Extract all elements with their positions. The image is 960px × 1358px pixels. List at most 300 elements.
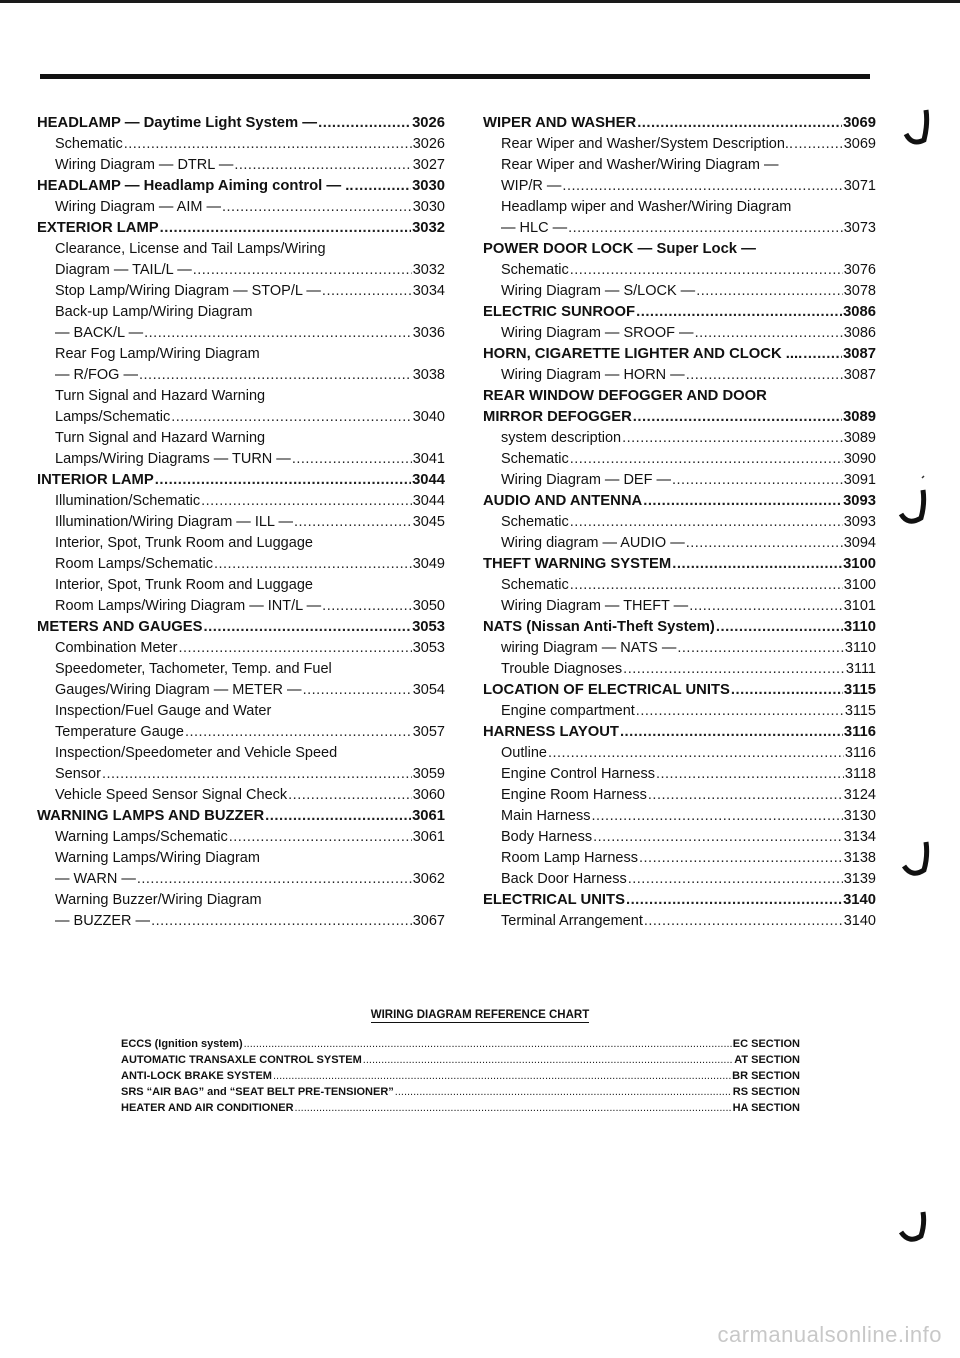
toc-page-number: 3093 <box>843 493 876 509</box>
toc-entry-title: LOCATION OF ELECTRICAL UNITS <box>483 682 730 698</box>
toc-section-heading <box>483 344 876 365</box>
toc-entry-title: Rear Wiper and Washer/System Description.. <box>501 136 793 152</box>
dot-leader <box>794 134 843 155</box>
toc-entry-title: Back Door Harness <box>501 871 627 887</box>
toc-section-heading <box>483 386 876 407</box>
reference-chart-title-text: WIRING DIAGRAM REFERENCE CHART <box>370 1009 590 1021</box>
dot-leader <box>570 260 843 281</box>
toc-page-number: 3124 <box>843 787 876 803</box>
toc-entry-title: Wiring Diagram — DEF — <box>501 472 671 488</box>
toc-entry-title: Wiring Diagram — THEFT — <box>501 598 689 614</box>
toc-section-heading <box>483 617 876 638</box>
toc-entry <box>37 722 445 743</box>
dot-leader <box>570 575 843 596</box>
binding-hook-icon <box>902 104 932 154</box>
dot-leader <box>102 764 412 785</box>
toc-entry <box>37 575 445 596</box>
toc-page-number: 3087 <box>843 346 876 362</box>
toc-entry <box>483 218 876 239</box>
toc-entry-title: — WARN — <box>55 871 136 887</box>
toc-entry <box>37 428 445 449</box>
toc-entry-title: REAR WINDOW DEFOGGER AND DOOR <box>483 388 767 404</box>
toc-entry <box>37 596 445 617</box>
toc-page-number: 3089 <box>843 409 876 425</box>
toc-entry-title: Inspection/Speedometer and Vehicle Speed <box>55 745 338 761</box>
toc-entry <box>483 806 876 827</box>
toc-entry <box>37 533 445 554</box>
toc-entry <box>37 281 445 302</box>
toc-entry <box>37 260 445 281</box>
toc-entry <box>37 344 445 365</box>
toc-entry-title: HORN, CIGARETTE LIGHTER AND CLOCK .... <box>483 346 803 362</box>
dot-leader <box>636 701 844 722</box>
binding-hook-icon <box>899 1208 929 1248</box>
toc-entry-title: Schematic <box>501 262 569 278</box>
toc-entry-title: Room Lamps/Wiring Diagram — INT/L — <box>55 598 322 614</box>
toc-entry <box>483 764 876 785</box>
toc-entry-title: Room Lamp Harness <box>501 850 638 866</box>
toc-page-number: 3091 <box>843 472 876 488</box>
reference-section-name: EC SECTION <box>732 1038 800 1050</box>
toc-entry <box>483 470 876 491</box>
toc-entry-title: Wiring Diagram — SROOF — <box>501 325 694 341</box>
dot-leader <box>672 470 843 491</box>
toc-page-number: 3030 <box>412 178 445 194</box>
toc-entry-title: Combination Meter <box>55 640 178 656</box>
toc-entry <box>37 890 445 911</box>
toc-entry-title: Outline <box>501 745 547 761</box>
watermark: carmanualsonline.info <box>717 1322 942 1347</box>
toc-entry <box>483 197 876 218</box>
toc-page-number: 3071 <box>843 178 876 194</box>
reference-section-name: RS SECTION <box>732 1086 800 1098</box>
toc-entry-title: METERS AND GAUGES <box>37 619 203 635</box>
toc-page-number: 3118 <box>844 766 876 782</box>
toc-page-number: 3101 <box>843 598 876 614</box>
toc-page-number: 3026 <box>412 115 445 131</box>
toc-page-number: 3030 <box>412 199 445 215</box>
toc-page-number: 3032 <box>412 220 445 236</box>
toc-page-number: 3026 <box>412 136 445 152</box>
toc-entry <box>483 323 876 344</box>
toc-entry <box>37 155 445 176</box>
toc-entry-title: Schematic <box>501 577 569 593</box>
toc-page-number: 3038 <box>412 367 445 383</box>
toc-section-heading <box>483 113 876 134</box>
toc-page-number: 3041 <box>412 451 445 467</box>
toc-entry-title: Schematic <box>501 514 569 530</box>
dot-leader <box>124 134 412 155</box>
dot-leader <box>633 407 842 428</box>
toc-entry-title: Inspection/Fuel Gauge and Water <box>55 703 272 719</box>
toc-entry <box>483 596 876 617</box>
toc-section-heading <box>483 554 876 575</box>
toc-entry-title: THEFT WARNING SYSTEM <box>483 556 672 572</box>
toc-page-number: 3115 <box>844 703 876 719</box>
dot-leader <box>672 554 842 575</box>
reference-chart-row <box>121 1052 800 1068</box>
toc-right-column <box>483 113 876 932</box>
toc-page-number: 3069 <box>843 115 876 131</box>
dot-leader <box>636 302 842 323</box>
toc-entry <box>483 260 876 281</box>
toc-entry <box>483 848 876 869</box>
toc-entry-title: POWER DOOR LOCK — Super Lock — <box>483 241 756 257</box>
toc-page-number: 3059 <box>412 766 445 782</box>
toc-entry-title: Back-up Lamp/Wiring Diagram <box>55 304 253 320</box>
toc-entry-title: — BUZZER — <box>55 913 151 929</box>
toc-entry-title: — R/FOG — <box>55 367 138 383</box>
toc-entry-title: Illumination/Wiring Diagram — ILL — <box>55 514 293 530</box>
dot-leader <box>395 1084 732 1100</box>
toc-entry <box>37 365 445 386</box>
dot-leader <box>144 323 412 344</box>
toc-entry-title: — BACK/L — <box>55 325 144 341</box>
toc-entry-title: Lamps/Wiring Diagrams — TURN — <box>55 451 291 467</box>
toc-page-number: 3069 <box>843 136 876 152</box>
toc-page-number: 3130 <box>843 808 876 824</box>
toc-entry-title: AUDIO AND ANTENNA <box>483 493 643 509</box>
toc-page-number: 3086 <box>843 304 876 320</box>
toc-entry-title: WIPER AND WASHER <box>483 115 637 131</box>
dot-leader <box>222 197 412 218</box>
toc-entry <box>483 575 876 596</box>
dot-leader <box>570 449 843 470</box>
reference-chart-row <box>121 1100 800 1116</box>
dot-leader <box>322 596 412 617</box>
toc-page-number: 3094 <box>843 535 876 551</box>
toc-entry-title: ELECTRICAL UNITS <box>483 892 625 908</box>
dot-leader <box>160 218 411 239</box>
toc-page-number: 3067 <box>412 913 445 929</box>
toc-entry <box>483 911 876 932</box>
dot-leader <box>137 869 412 890</box>
toc-page-number: 3100 <box>843 577 876 593</box>
dot-leader <box>620 722 843 743</box>
toc-entry-title: Turn Signal and Hazard Warning <box>55 430 266 446</box>
dot-leader <box>570 512 843 533</box>
toc-entry <box>483 365 876 386</box>
toc-entry <box>37 449 445 470</box>
toc-entry <box>483 176 876 197</box>
toc-entry <box>483 785 876 806</box>
toc-entry <box>483 449 876 470</box>
reference-system-name: ANTI-LOCK BRAKE SYSTEM <box>121 1070 272 1082</box>
toc-entry-title: Gauges/Wiring Diagram — METER — <box>55 682 302 698</box>
toc-page-number: 3093 <box>843 514 876 530</box>
reference-section-name: BR SECTION <box>732 1070 800 1082</box>
toc-page-number: 3087 <box>843 367 876 383</box>
toc-page-number: 3116 <box>844 745 876 761</box>
toc-entry-title: Warning Buzzer/Wiring Diagram <box>55 892 262 908</box>
toc-entry-title: Body Harness <box>501 829 593 845</box>
dot-leader <box>696 281 843 302</box>
dot-leader <box>686 365 843 386</box>
dot-leader <box>244 1036 732 1052</box>
reference-chart-row <box>121 1036 800 1052</box>
toc-entry-title: Clearance, License and Tail Lamps/Wiring <box>55 241 326 257</box>
toc-entry <box>37 701 445 722</box>
toc-entry-title: wiring Diagram — NATS — <box>501 640 677 656</box>
toc-page-number: 3053 <box>412 619 445 635</box>
toc-page-number: 3027 <box>412 157 445 173</box>
toc-entry <box>483 134 876 155</box>
toc-page-number: 3061 <box>412 829 445 845</box>
toc-entry-title: Rear Fog Lamp/Wiring Diagram <box>55 346 260 362</box>
toc-entry-title: Temperature Gauge <box>55 724 184 740</box>
toc-entry <box>37 869 445 890</box>
toc-page-number: 3053 <box>412 640 445 656</box>
header-rule <box>40 74 870 79</box>
toc-section-heading <box>37 470 445 491</box>
dot-leader <box>689 596 843 617</box>
toc-entry <box>37 911 445 932</box>
dot-leader <box>265 806 411 827</box>
toc-page-number: 3134 <box>843 829 876 845</box>
toc-page-number: 3034 <box>412 283 445 299</box>
toc-entry-title: Stop Lamp/Wiring Diagram — STOP/L — <box>55 283 321 299</box>
reference-system-name: AUTOMATIC TRANSAXLE CONTROL SYSTEM <box>121 1054 362 1066</box>
toc-entry <box>37 491 445 512</box>
toc-entry-title: Main Harness <box>501 808 591 824</box>
toc-entry <box>483 827 876 848</box>
toc-page-number: 3054 <box>412 682 445 698</box>
toc-page-number: 3140 <box>843 892 876 908</box>
toc-entry-title: Room Lamps/Schematic <box>55 556 213 572</box>
toc-entry <box>37 323 445 344</box>
toc-entry <box>37 680 445 701</box>
toc-entry <box>37 743 445 764</box>
toc-entry-title: Speedometer, Tachometer, Temp. and Fuel <box>55 661 332 677</box>
toc-entry <box>37 659 445 680</box>
reference-section-name: AT SECTION <box>734 1054 800 1066</box>
toc-page-number: 3110 <box>843 619 876 635</box>
toc-entry-title: Engine compartment <box>501 703 635 719</box>
toc-entry-title: Wiring Diagram — AIM — <box>55 199 221 215</box>
toc-left-column <box>37 113 445 932</box>
dot-leader <box>288 785 412 806</box>
toc-section-heading <box>483 302 876 323</box>
dot-leader <box>273 1068 731 1084</box>
top-edge-line <box>0 0 960 3</box>
toc-page-number: 3032 <box>412 262 445 278</box>
toc-entry-title: Turn Signal and Hazard Warning <box>55 388 266 404</box>
dot-leader <box>626 890 842 911</box>
dot-leader <box>303 680 412 701</box>
toc-page-number: 3139 <box>843 871 876 887</box>
toc-page-number: 3049 <box>412 556 445 572</box>
toc-section-heading <box>37 113 445 134</box>
toc-entry <box>37 554 445 575</box>
reference-section-name: HA SECTION <box>732 1102 800 1114</box>
toc-entry-title: Schematic <box>501 451 569 467</box>
dot-leader <box>591 806 842 827</box>
toc-section-heading <box>37 617 445 638</box>
toc-entry-title: Engine Room Harness <box>501 787 647 803</box>
dot-leader <box>355 176 412 197</box>
toc-entry <box>37 407 445 428</box>
toc-entry-title: Wiring Diagram — HORN — <box>501 367 685 383</box>
toc-entry <box>37 302 445 323</box>
reference-system-name: ECCS (Ignition system) <box>121 1038 243 1050</box>
toc-entry-title: Diagram — TAIL/L — <box>55 262 192 278</box>
dot-leader <box>548 743 844 764</box>
dot-leader <box>214 554 412 575</box>
reference-system-name: HEATER AND AIR CONDITIONER <box>121 1102 294 1114</box>
toc-entry <box>483 512 876 533</box>
toc-entry <box>37 848 445 869</box>
toc-page-number: 3116 <box>843 724 876 740</box>
reference-system-name: SRS “AIR BAG” and “SEAT BELT PRE-TENSIONER” <box>121 1086 394 1098</box>
toc-section-heading <box>37 218 445 239</box>
toc-section-heading <box>483 890 876 911</box>
dot-leader <box>193 260 412 281</box>
toc-page-number: 3062 <box>412 871 445 887</box>
toc-entry-title: NATS (Nissan Anti-Theft System) <box>483 619 715 635</box>
toc-entry <box>37 827 445 848</box>
toc-page-number: 3061 <box>412 808 445 824</box>
toc-entry-title: WIP/R — <box>501 178 562 194</box>
toc-entry-title: Sensor <box>55 766 101 782</box>
toc-entry-title: WARNING LAMPS AND BUZZER <box>37 808 265 824</box>
toc-entry <box>37 197 445 218</box>
dot-leader <box>628 869 843 890</box>
toc-entry <box>483 659 876 680</box>
toc-page-number: 3090 <box>843 451 876 467</box>
toc-page-number: 3100 <box>843 556 876 572</box>
dot-leader <box>677 638 843 659</box>
toc-entry <box>483 701 876 722</box>
toc-entry-title: Wiring Diagram — DTRL — <box>55 157 234 173</box>
toc-section-heading <box>37 176 445 197</box>
dot-leader <box>716 617 843 638</box>
toc-page-number: 3089 <box>843 430 876 446</box>
dot-leader <box>731 680 843 701</box>
toc-entry-title: Warning Lamps/Wiring Diagram <box>55 850 260 866</box>
toc-entry-title: Vehicle Speed Sensor Signal Check <box>55 787 288 803</box>
dot-leader <box>686 533 843 554</box>
toc-entry-title: Wiring Diagram — S/LOCK — <box>501 283 696 299</box>
toc-page-number: 3086 <box>843 325 876 341</box>
reference-chart-row <box>121 1084 800 1100</box>
dot-leader <box>295 1100 732 1116</box>
toc-entry-title: system description <box>501 430 622 446</box>
toc-entry <box>483 428 876 449</box>
binding-hook-icon <box>898 474 928 532</box>
dot-leader <box>204 617 412 638</box>
binding-hook-icon <box>902 832 932 882</box>
toc-entry-title: EXTERIOR LAMP <box>37 220 159 236</box>
dot-leader <box>363 1052 733 1068</box>
toc-page-number: 3060 <box>412 787 445 803</box>
toc-page-number: 3110 <box>844 640 876 656</box>
toc-entry-title: HEADLAMP — Headlamp Aiming control — .. <box>37 178 354 194</box>
dot-leader <box>562 176 842 197</box>
toc-page-number: 3057 <box>412 724 445 740</box>
dot-leader <box>644 911 843 932</box>
reference-chart <box>121 1036 800 1116</box>
dot-leader <box>185 722 412 743</box>
toc-section-heading <box>483 680 876 701</box>
dot-leader <box>656 764 844 785</box>
toc-page-number: 3044 <box>412 493 445 509</box>
dot-leader <box>643 491 842 512</box>
toc-page-number: 3044 <box>412 472 445 488</box>
toc-entry-title: Lamps/Schematic <box>55 409 171 425</box>
toc-page-number: 3115 <box>843 682 876 698</box>
toc-entry-title: INTERIOR LAMP <box>37 472 154 488</box>
dot-leader <box>318 113 411 134</box>
toc-entry <box>483 281 876 302</box>
toc-entry <box>37 785 445 806</box>
toc-entry-title: Rear Wiper and Washer/Wiring Diagram — <box>501 157 779 173</box>
dot-leader <box>622 428 843 449</box>
toc-entry-title: Warning Lamps/Schematic <box>55 829 228 845</box>
toc-page-number: 3078 <box>843 283 876 299</box>
dot-leader <box>623 659 845 680</box>
dot-leader <box>292 449 412 470</box>
toc-page-number: 3050 <box>412 598 445 614</box>
dot-leader <box>201 491 412 512</box>
toc-entry <box>37 512 445 533</box>
toc-entry <box>483 743 876 764</box>
dot-leader <box>151 911 412 932</box>
dot-leader <box>139 365 412 386</box>
toc-page-number: 3036 <box>412 325 445 341</box>
dot-leader <box>229 827 412 848</box>
dot-leader <box>648 785 843 806</box>
toc-entry <box>37 764 445 785</box>
toc-section-heading <box>483 722 876 743</box>
toc-entry <box>37 134 445 155</box>
toc-page-number: 3076 <box>843 262 876 278</box>
toc-entry-title: Schematic <box>55 136 123 152</box>
toc-page-number: 3111 <box>845 661 876 677</box>
dot-leader <box>171 407 411 428</box>
toc-section-heading <box>483 239 876 260</box>
toc-entry-title: ELECTRIC SUNROOF <box>483 304 636 320</box>
toc-page-number: 3045 <box>412 514 445 530</box>
reference-chart-row <box>121 1068 800 1084</box>
toc-entry-title: Interior, Spot, Trunk Room and Luggage <box>55 577 313 593</box>
toc-entry-title: HEADLAMP — Daytime Light System — <box>37 115 318 131</box>
dot-leader <box>322 281 412 302</box>
dot-leader <box>695 323 843 344</box>
toc-entry-title: Interior, Spot, Trunk Room and Luggage <box>55 535 313 551</box>
dot-leader <box>637 113 842 134</box>
toc-entry-title: — HLC — <box>501 220 568 236</box>
toc-entry <box>483 533 876 554</box>
toc-page-number: 3140 <box>843 913 876 929</box>
dot-leader <box>179 638 412 659</box>
toc-entry <box>37 239 445 260</box>
toc-entry-title: Illumination/Schematic <box>55 493 201 509</box>
toc-entry-title: Terminal Arrangement <box>501 913 643 929</box>
dot-leader <box>639 848 843 869</box>
toc-entry <box>483 155 876 176</box>
toc-page-number: 3073 <box>843 220 876 236</box>
toc-entry-title: Headlamp wiper and Washer/Wiring Diagram <box>501 199 792 215</box>
toc-entry-title: Wiring diagram — AUDIO — <box>501 535 685 551</box>
dot-leader <box>593 827 843 848</box>
toc-section-heading <box>483 407 876 428</box>
toc-section-heading <box>483 491 876 512</box>
toc-entry-title: MIRROR DEFOGGER <box>483 409 632 425</box>
toc-section-heading <box>37 806 445 827</box>
toc-page-number: 3040 <box>412 409 445 425</box>
dot-leader <box>294 512 412 533</box>
toc-entry-title: Trouble Diagnoses <box>501 661 623 677</box>
